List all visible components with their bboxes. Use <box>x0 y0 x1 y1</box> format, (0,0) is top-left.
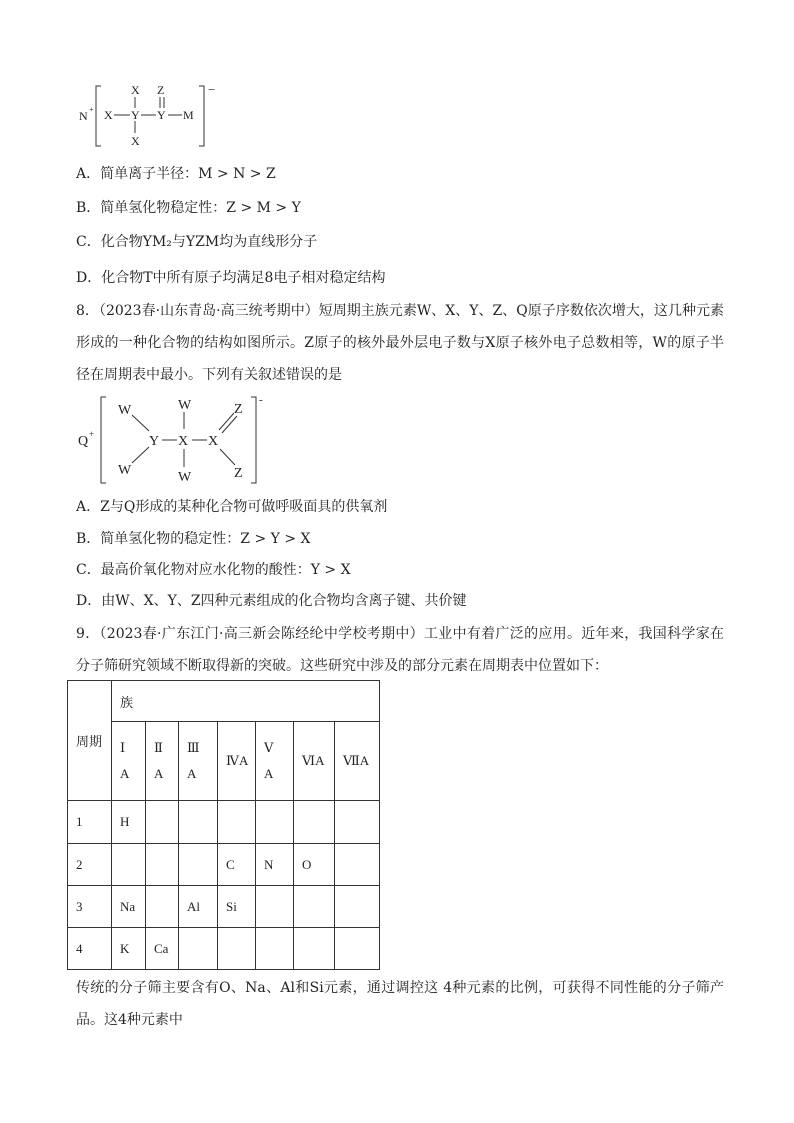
q8-option-b: B．简单氢化物的稳定性：Z > Y > X <box>76 531 311 547</box>
q7-atom-x-bottom: X <box>131 134 140 148</box>
header-period: 周期 <box>68 681 112 801</box>
q7-right-bracket <box>199 86 204 146</box>
q7-atom-m: M <box>183 108 194 122</box>
header-group: 族 <box>112 681 380 722</box>
q8-anion-charge: - <box>259 394 263 406</box>
q7-atom-x-top: X <box>131 83 140 97</box>
q8-atom-x1: X <box>178 434 189 449</box>
periodic-table <box>67 680 380 970</box>
group-4a: ⅣA <box>218 722 256 801</box>
q7-option-c: C．化合物YM₂与YZM均为直线形分子 <box>76 234 318 250</box>
group-6a: ⅥA <box>294 722 335 801</box>
table-row-period-2: 2 C N O <box>68 844 380 886</box>
q8-atom-w-tl: W <box>118 403 132 418</box>
q8-atom-z-top: Z <box>234 402 243 417</box>
q7-left-bracket <box>96 86 101 146</box>
q7-option-a: A．简单离子半径：M > N > Z <box>76 166 276 182</box>
q8-stem: 8．（2023春·山东青岛·高三统考期中）短周期主族元素W、X、Y、Z、Q原子序数依次增大，这几种元素形成的一种化合物的结构如图所示。Z原子的核外最外层电子数与X原子核外电子总数相等，W的原子半径在周期表中最小。下列有关叙述错误的是 <box>76 303 724 383</box>
q8-option-a: A．Z与Q形成的某种化合物可做呼吸面具的供氧剂 <box>76 499 388 515</box>
q9-stem: 9．（2023春·广东江门·高三新会陈经纶中学校考期中）工业中有着广泛的应用。近年来，我国科学家在分子筛研究领域不断取得新的突破。这些研究中涉及的部分元素在周期表中位置如下： <box>76 626 724 674</box>
q8-atom-x2: X <box>208 434 219 449</box>
group-1a: Ⅰ A <box>112 722 146 801</box>
q7-option-d: D．化合物T中所有原子均满足8电子相对稳定结构 <box>76 270 386 286</box>
q8-atom-z-bottom: Z <box>234 466 243 481</box>
q7-cation-charge: + <box>89 105 94 114</box>
table-row-period-3: 3 Na Al Si <box>68 886 380 928</box>
q7-option-b: B．简单氢化物稳定性：Z > M > Y <box>76 200 301 216</box>
q8-atom-w-top: W <box>178 398 192 413</box>
group-7a: ⅦA <box>335 722 380 801</box>
q8-cation: Q <box>78 434 89 449</box>
q7-anion-charge: − <box>208 82 216 97</box>
q7-atom-z: Z <box>157 83 165 97</box>
q8-atom-y: Y <box>149 434 160 449</box>
group-5a: Ⅴ A <box>256 722 294 801</box>
q8-option-d: D．由W、X、Y、Z四种元素组成的化合物均含离子键、共价键 <box>76 593 467 609</box>
q8-structure-diagram <box>76 393 276 487</box>
q7-atom-y1: Y <box>131 108 140 122</box>
group-2a: Ⅱ A <box>146 722 179 801</box>
q8-atom-w-bl: W <box>118 463 132 478</box>
q7-structure-diagram <box>76 80 226 152</box>
table-row-period-4: 4 K Ca <box>68 928 380 970</box>
q7-atom-x-left: X <box>104 108 113 122</box>
q9-followup: 传统的分子筛主要含有O、Na、Al和Si元素，通过调控这 4种元素的比例，可获得不同性能的分子筛产品。这4种元素中 <box>76 980 724 1028</box>
q8-atom-w-bottom: W <box>178 470 192 485</box>
table-row-period-1: 1 H <box>68 801 380 844</box>
group-3a: Ⅲ A <box>179 722 218 801</box>
q8-cation-charge: + <box>89 429 95 439</box>
q7-cation: N <box>79 109 88 123</box>
q7-atom-y2: Y <box>157 108 166 122</box>
q8-option-c: C．最高价氧化物对应水化物的酸性：Y > X <box>76 562 351 578</box>
q8-right-bracket <box>251 397 256 483</box>
q8-left-bracket <box>101 397 106 483</box>
